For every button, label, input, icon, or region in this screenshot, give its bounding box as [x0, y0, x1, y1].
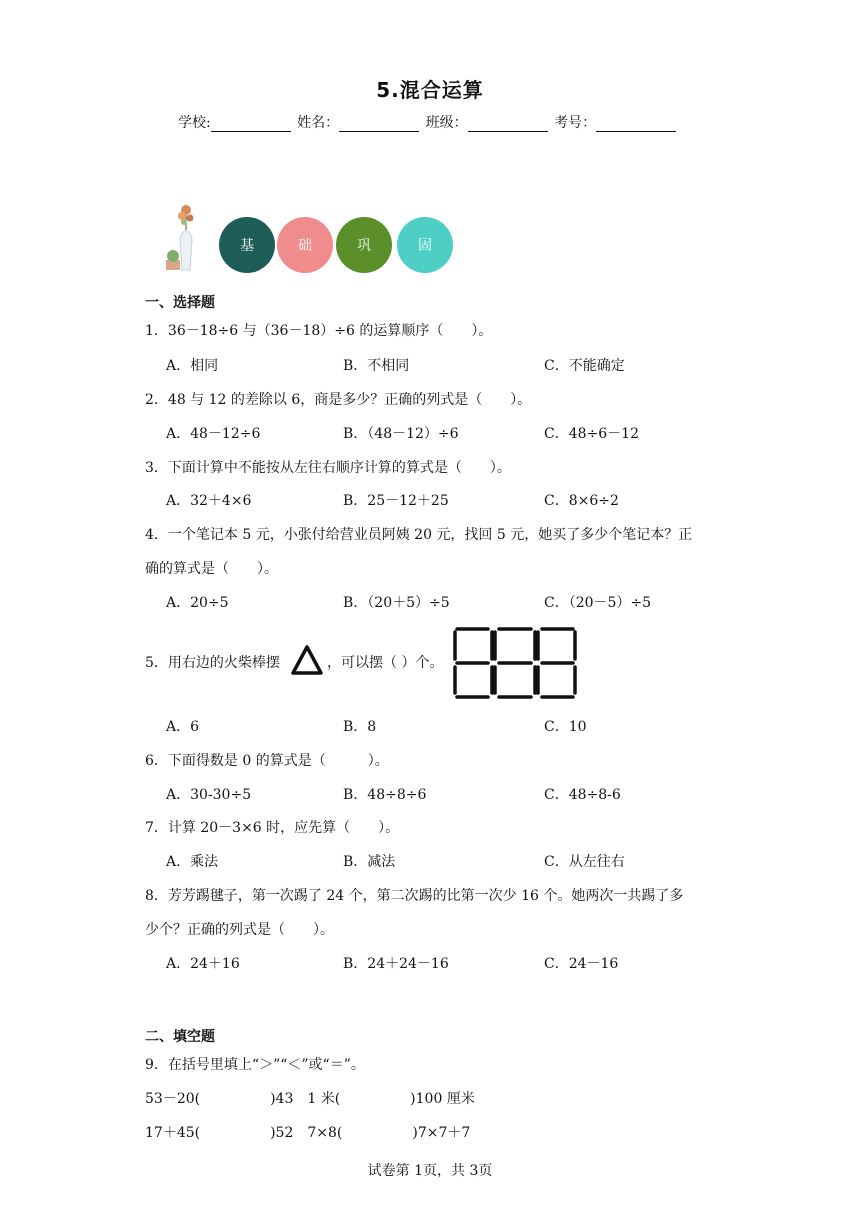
q8-option-b: B．24＋24－16	[343, 956, 449, 972]
school-blank	[211, 117, 291, 132]
q7-option-b: B．减法	[343, 854, 396, 870]
school-label: 学校:	[178, 115, 211, 131]
plant-vase-illustration	[160, 200, 210, 276]
badge-gong: 巩	[336, 217, 392, 273]
q9-row-2: 17＋45( )52 7×8( )7×7＋7	[145, 1125, 471, 1141]
matchstick-triangle-icon	[290, 643, 324, 677]
q2-option-c: C．48÷6－12	[544, 426, 639, 442]
q1-option-b: B．不相同	[343, 358, 410, 374]
q1-option-a: A．相同	[166, 358, 219, 374]
q5-option-b: B．8	[343, 719, 377, 735]
q1-option-c: C．不能确定	[544, 358, 625, 374]
question-9: 9．在括号里填上“＞”“＜”或“＝”。	[145, 1057, 365, 1073]
q9-row-1: 53－20( )43 1 米( )100 厘米	[145, 1091, 475, 1107]
q8-option-c: C．24－16	[544, 956, 619, 972]
question-2: 2．48 与 12 的差除以 6，商是多少？正确的列式是（ ）。	[145, 392, 532, 408]
class-label: 班级：	[425, 115, 468, 131]
badge-ji: 基	[219, 217, 275, 273]
q2-option-a: A．48－12÷6	[166, 426, 261, 442]
exam-number-blank	[596, 117, 676, 132]
q3-option-c: C．8×6÷2	[544, 493, 619, 509]
exam-number-label: 考号：	[554, 115, 597, 131]
question-1: 1．36－18÷6 与（36－18）÷6 的运算顺序（ ）。	[145, 323, 493, 339]
q6-option-c: C．48÷8-6	[544, 787, 621, 803]
badge-gu: 固	[397, 217, 453, 273]
name-blank	[339, 117, 419, 132]
badge-chu: 础	[277, 217, 333, 273]
section-heading-choice: 一、选择题	[145, 295, 215, 311]
q4-option-c: C．（20－5）÷5	[544, 595, 652, 611]
q6-option-a: A．30-30÷5	[166, 787, 252, 803]
section-heading-fill-blank: 二、填空题	[145, 1029, 215, 1045]
question-3: 3．下面计算中不能按从左往右顺序计算的算式是（ ）。	[145, 460, 511, 476]
student-info-line	[178, 112, 678, 132]
question-7: 7．计算 20－3×6 时，应先算（ ）。	[145, 820, 400, 836]
q8-option-a: A．24＋16	[166, 956, 240, 972]
question-5-part-a: 5．用右边的火柴棒摆	[145, 655, 280, 671]
q7-option-c: C．从左往右	[544, 854, 625, 870]
question-5-part-b: ，可以摆（ ）个。	[327, 655, 444, 671]
q2-option-b: B．（48－12）÷6	[343, 426, 459, 442]
question-6: 6．下面得数是 0 的算式是（ ）。	[145, 753, 389, 769]
question-4-line-1: 4．一个笔记本 5 元，小张付给营业员阿姨 20 元，找回 5 元，她买了多少个笔记本？正	[145, 527, 693, 543]
page-title: 5.混合运算	[376, 78, 484, 102]
q3-option-b: B．25－12＋25	[343, 493, 449, 509]
question-8-line-1: 8．芳芳踢毽子，第一次踢了 24 个，第二次踢的比第一次少 16 个。她两次一共踢了多	[145, 888, 684, 904]
page-footer: 试卷第 1页，共 3页	[367, 1163, 493, 1179]
q7-option-a: A．乘法	[166, 854, 219, 870]
q5-option-a: A．6	[166, 719, 200, 735]
question-8-line-2: 少个？正确的列式是（ ）。	[145, 922, 334, 938]
q4-option-b: B．（20＋5）÷5	[343, 595, 450, 611]
matchstick-grid-icon	[452, 625, 578, 701]
q5-option-c: C．10	[544, 719, 587, 735]
q3-option-a: A．32＋4×6	[166, 493, 252, 509]
question-4-line-2: 确的算式是（ ）。	[145, 561, 278, 577]
q6-option-b: B．48÷8÷6	[343, 787, 427, 803]
name-label: 姓名：	[297, 115, 340, 131]
class-blank	[468, 117, 548, 132]
q4-option-a: A．20÷5	[166, 595, 229, 611]
